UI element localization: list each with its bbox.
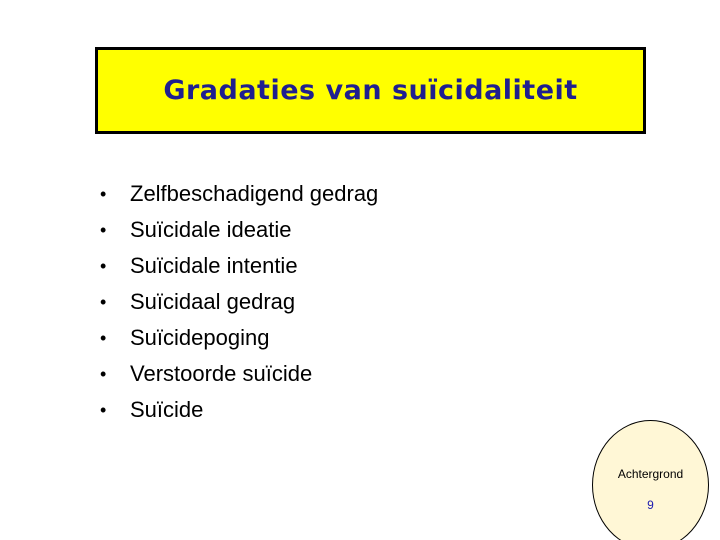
page-number: 9 [647,498,654,512]
list-item [100,320,378,356]
bullet-icon: • [100,219,107,240]
list-item [100,284,378,320]
list-item [100,212,378,248]
slide-title: Gradaties van suïcidaliteit [163,75,578,106]
bullet-icon: • [100,363,107,384]
bullet-icon: • [100,291,107,312]
section-badge [592,420,709,540]
bullet-text: Suïcidale ideatie [130,217,292,242]
bullet-icon: • [100,327,107,348]
bullet-text: Zelfbeschadigend gedrag [130,181,379,206]
bullet-icon: • [100,399,107,420]
list-item [100,176,378,212]
bullet-text: Suïcide [130,397,204,422]
bullet-text: Verstoorde suïcide [130,361,313,386]
title-box [95,47,646,134]
list-item [100,248,378,284]
bullet-text: Suïcidepoging [130,325,270,350]
bullet-text: Suïcidaal gedrag [130,289,296,314]
bullet-list [100,176,378,428]
bullet-icon: • [100,183,107,204]
section-label: Achtergrond [617,467,684,481]
list-item [100,392,378,428]
bullet-text: Suïcidale intentie [130,253,298,278]
list-item [100,356,378,392]
bullet-icon: • [100,255,107,276]
